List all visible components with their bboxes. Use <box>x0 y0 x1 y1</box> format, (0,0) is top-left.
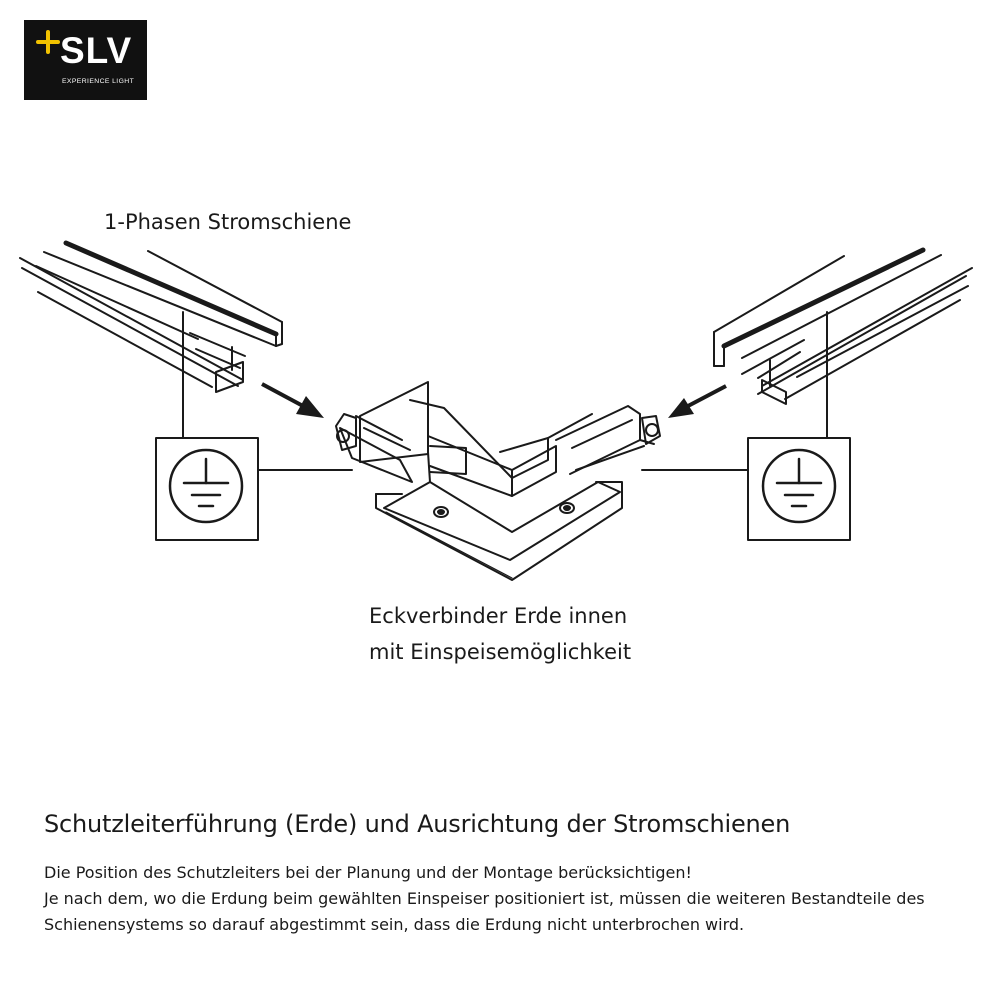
right-track-rail <box>714 250 972 404</box>
right-arrow-icon <box>668 386 726 418</box>
description-line-3: Schienensystems so darauf abgestimmt sein, dass die Erdung nicht unterbrochen wird. <box>44 915 745 934</box>
left-track-rail <box>20 243 282 392</box>
description-line-2: Je nach dem, wo die Erdung beim gewählten Einspeiser positioniert ist, müssen die weiteren Bestandteile des <box>44 889 925 908</box>
right-ground-symbol-icon <box>748 438 850 540</box>
rail-label: 1-Phasen Stromschiene <box>104 210 352 234</box>
description <box>44 860 974 938</box>
connector-label <box>369 598 631 670</box>
page-heading: Schutzleiterführung (Erde) und Ausrichtung der Stromschienen <box>44 810 791 838</box>
logo-brand: SLV <box>60 30 133 71</box>
corner-connector <box>336 382 660 580</box>
connector-label-line2: mit Einspeisemöglichkeit <box>369 640 632 664</box>
connector-label-line1: Eckverbinder Erde innen <box>369 604 628 628</box>
left-ground-symbol-icon <box>156 438 258 540</box>
logo-tagline: EXPERIENCE LIGHT <box>62 78 135 85</box>
description-line-1: Die Position des Schutzleiters bei der Planung und der Montage berücksichtigen! <box>44 863 692 882</box>
left-arrow-icon <box>262 384 324 418</box>
